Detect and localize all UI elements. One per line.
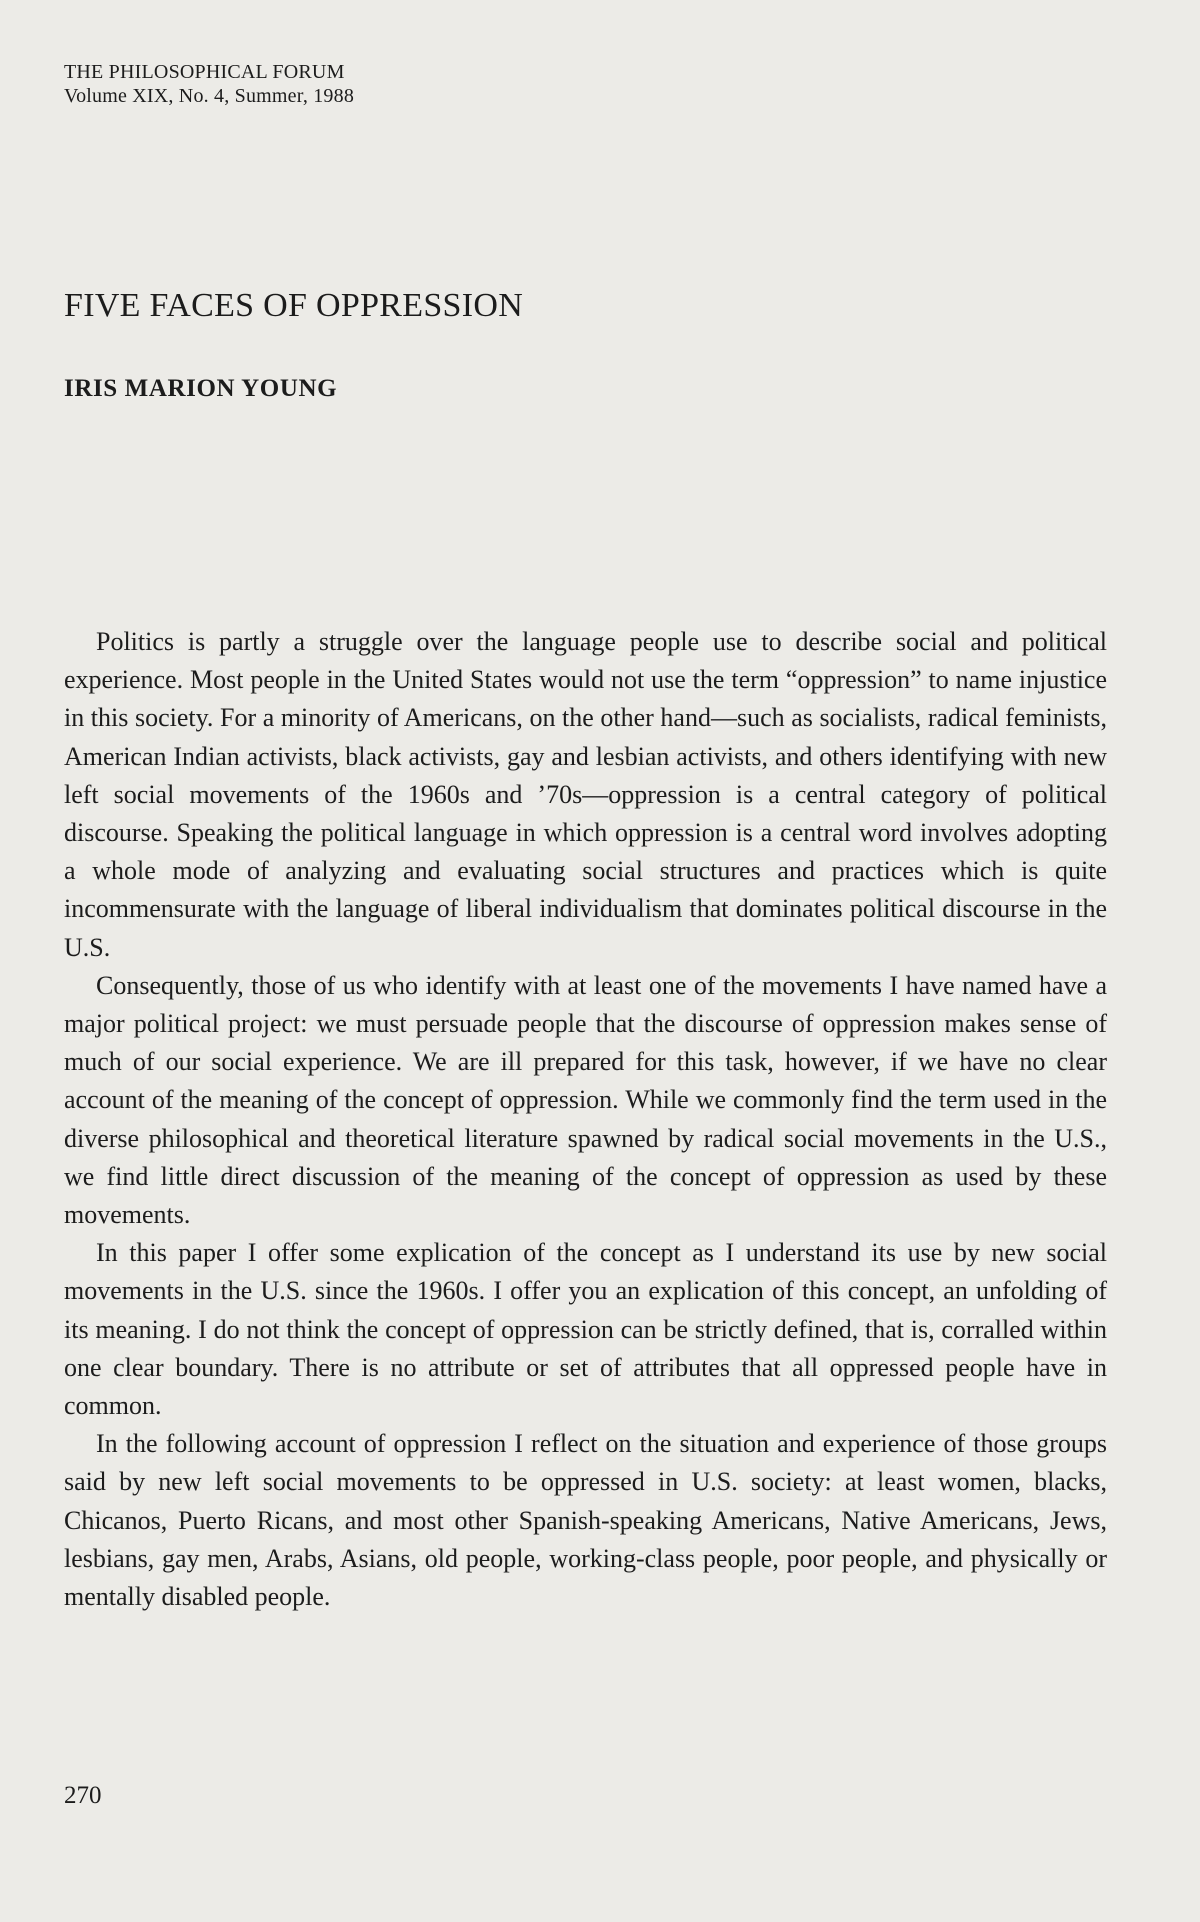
page-number: 270 xyxy=(64,1782,102,1809)
journal-name: THE PHILOSOPHICAL FORUM xyxy=(64,61,345,83)
body-paragraph: Politics is partly a struggle over the language people use to describe social and political experience. Most people in the United States would not use the term “oppression” to name injustice in this society. For a minority of Americans, on the other hand—such as socialists, radical feminists, American Indian activists, black activists, gay and lesbian activists, and others identifying with new left social movements of the 1960s and ’70s—oppression is a central category of political discourse. Speaking the political language in which oppression is a central word involves adopting a whole mode of analyzing and evaluating social structures and practices which is quite incommensurate with the language of liberal individualism that dominates political discourse in the U.S. xyxy=(64,627,1107,962)
article-body xyxy=(64,623,1107,1616)
article-title: FIVE FACES OF OPPRESSION xyxy=(64,287,524,324)
body-paragraph: Consequently, those of us who identify with at least one of the movements I have named have a major political project: we must persuade people that the discourse of oppression makes sense of much of our social experience. We are ill prepared for this task, however, if we have no clear account of the meaning of the concept of oppression. While we commonly find the term used in the diverse philosophical and theoretical literature spawned by radical social movements in the U.S., we find little direct discussion of the meaning of the concept of oppression as used by these movements. xyxy=(64,970,1107,1230)
article-author: IRIS MARION YOUNG xyxy=(64,375,338,402)
body-paragraph: In this paper I offer some explication of the concept as I understand its use by new social movements in the U.S. since the 1960s. I offer you an explication of this concept, an unfolding of its meaning. I do not think the concept of oppression can be strictly defined, that is, corralled within one clear boundary. There is no attribute or set of attributes that all oppressed people have in common. xyxy=(64,1238,1107,1421)
journal-header xyxy=(64,60,354,108)
journal-volume-line: Volume XIX, No. 4, Summer, 1988 xyxy=(64,85,355,107)
body-paragraph: In the following account of oppression I reflect on the situation and experience of those groups said by new left social movements to be oppressed in U.S. society: at least women, blacks, Chicanos, Puerto Ricans, and most other Spanish-speaking Americans, Native Americans, Jews, lesbians, gay men, Arabs, Asians, old people, working-class people, poor people, and physically or mentally disabled people. xyxy=(64,1429,1107,1612)
